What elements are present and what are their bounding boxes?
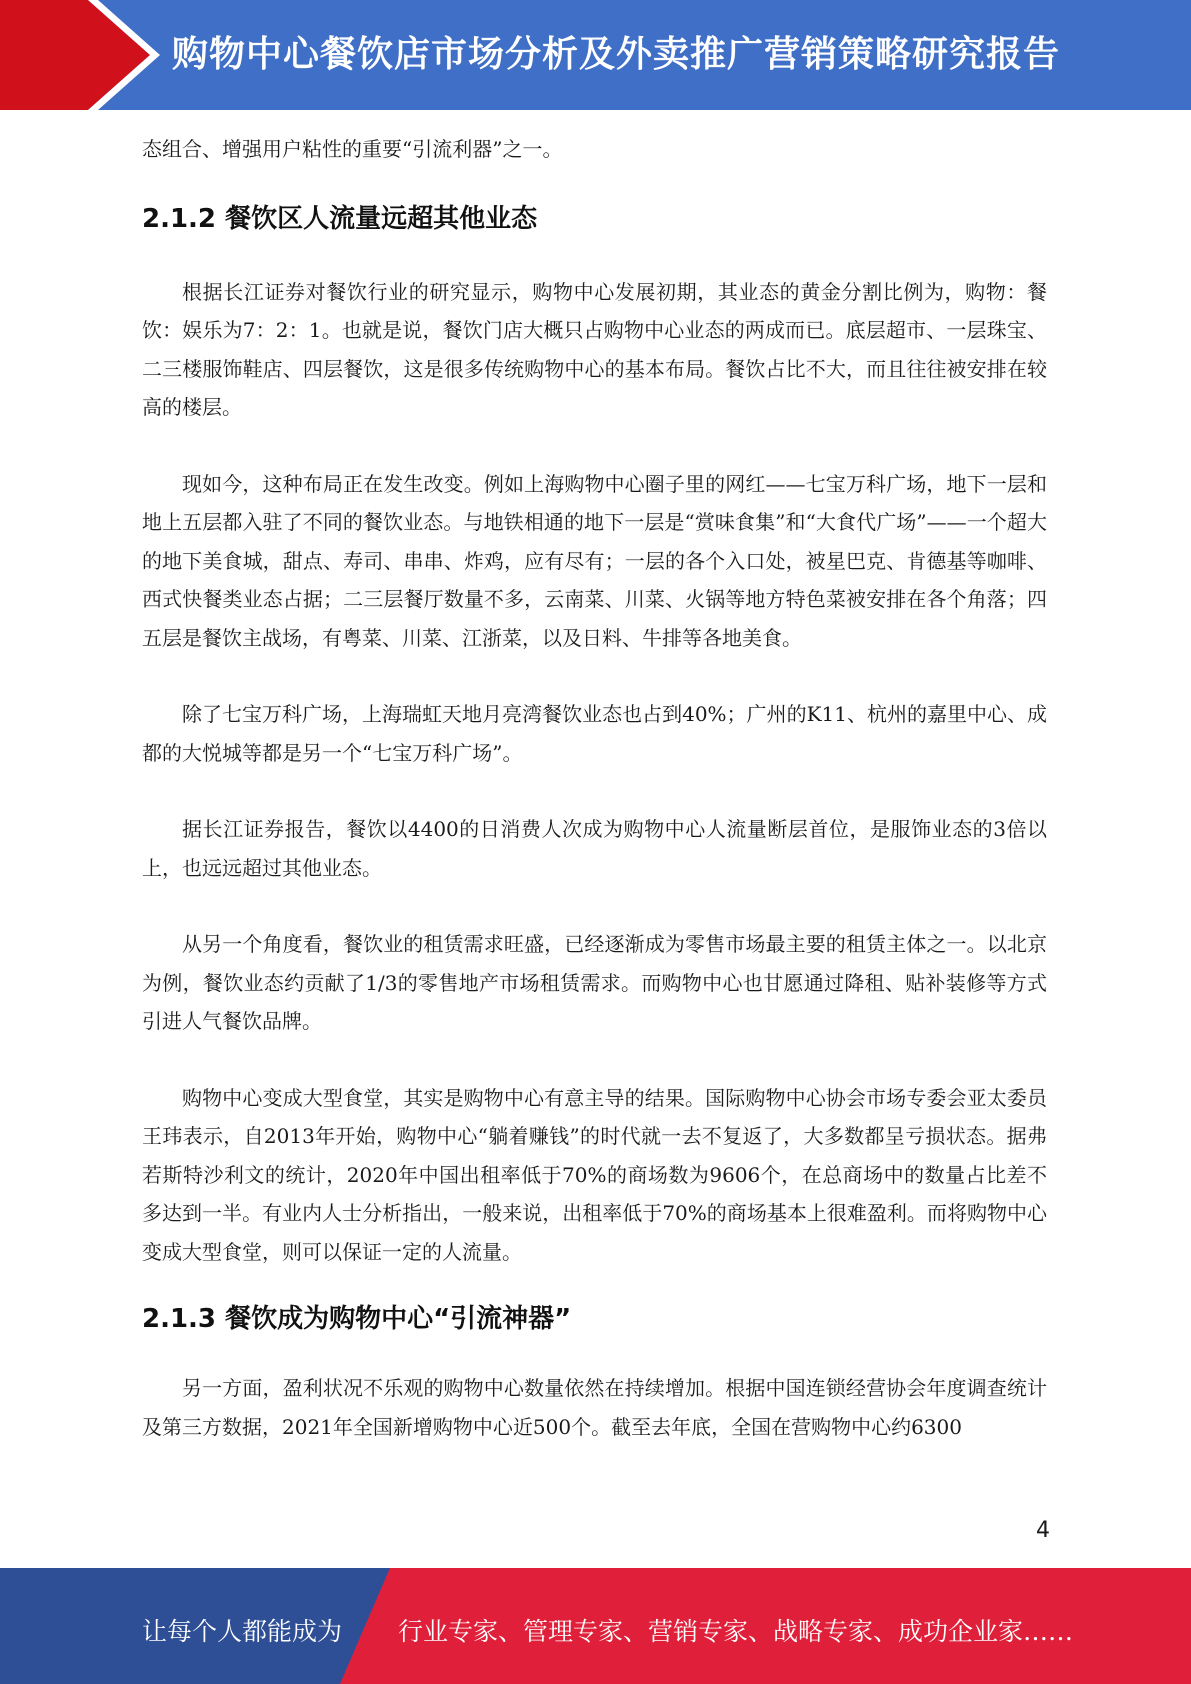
paragraph: 根据长江证券对餐饮行业的研究显示，购物中心发展初期，其业态的黄金分割比例为，购物：餐饮：娱乐为7：2：1。也就是说，餐饮门店大概只占购物中心业态的两成而已。底层超市、一层珠宝、二三楼服饰鞋店、四层餐饮，这是很多传统购物中心的基本布局。餐饮占比不大，而且往往被安排在较高的楼层。 bbox=[142, 279, 1047, 419]
paragraph: 购物中心变成大型食堂，其实是购物中心有意主导的结果。国际购物中心协会市场专委会亚太委员王玮表示，自2013年开始，购物中心“躺着赚钱”的时代就一去不复返了，大多数都呈亏损状态。据弗若斯特沙利文的统计，2020年中国出租率低于70%的商场数为9606个，在总商场中的数量占比差不多达到一半。有业内人士分析指出，一般来说，出租率低于70%的商场基本上很难盈利。而将购物中心变成大型食堂，则可以保证一定的人流量。 bbox=[142, 1085, 1047, 1264]
page-footer bbox=[0, 1568, 1191, 1684]
intro-continuation: 态组合、增强用户粘性的重要“引流利器”之一。 bbox=[142, 137, 563, 161]
paragraph: 现如今，这种布局正在发生改变。例如上海购物中心圈子里的网红——七宝万科广场，地下一层和地上五层都入驻了不同的餐饮业态。与地铁相通的地下一层是“赏味食集”和“大食代广场”——一个超大的地下美食城，甜点、寿司、串串、炸鸡，应有尽有；一层的各个入口处，被星巴克、肯德基等咖啡、西式快餐类业态占据；二三层餐厅数量不多，云南菜、川菜、火锅等地方特色菜被安排在各个角落；四五层是餐饮主战场，有粤菜、川菜、江浙菜，以及日料、牛排等各地美食。 bbox=[142, 471, 1047, 650]
report-title: 购物中心餐饮店市场分析及外卖推广营销策略研究报告 bbox=[172, 34, 1061, 75]
paragraph: 据长江证券报告，餐饮以4400的日消费人次成为购物中心人流量断层首位，是服饰业态的3倍以上，也远远超过其他业态。 bbox=[142, 817, 1047, 880]
section-heading-2-1-2: 2.1.2 餐饮区人流量远超其他业态 bbox=[142, 203, 538, 234]
page-header bbox=[0, 0, 1191, 110]
paragraph: 从另一个角度看，餐饮业的租赁需求旺盛，已经逐渐成为零售市场最主要的租赁主体之一。以北京为例，餐饮业态约贡献了1/3的零售地产市场租赁需求。而购物中心也甘愿通过降租、贴补装修等方式引进人气餐饮品牌。 bbox=[142, 932, 1047, 1033]
page-number: 4 bbox=[1036, 1518, 1050, 1543]
footer-slogan-roles: 行业专家、管理专家、营销专家、战略专家、成功企业家…… bbox=[398, 1617, 1074, 1646]
header-red-arrow-decoration bbox=[0, 0, 150, 110]
paragraph: 除了七宝万科广场，上海瑞虹天地月亮湾餐饮业态也占到40%；广州的K11、杭州的嘉里中心、成都的大悦城等都是另一个“七宝万科广场”。 bbox=[142, 702, 1047, 765]
section-heading-2-1-3: 2.1.3 餐饮成为购物中心“引流神器” bbox=[142, 1304, 572, 1334]
paragraph: 另一方面，盈利状况不乐观的购物中心数量依然在持续增加。根据中国连锁经营协会年度调查统计及第三方数据，2021年全国新增购物中心近500个。截至去年底，全国在营购物中心约6300 bbox=[142, 1376, 1047, 1439]
footer-slogan-lead: 让每个人都能成为 bbox=[142, 1617, 343, 1646]
document-body bbox=[142, 130, 1047, 1446]
